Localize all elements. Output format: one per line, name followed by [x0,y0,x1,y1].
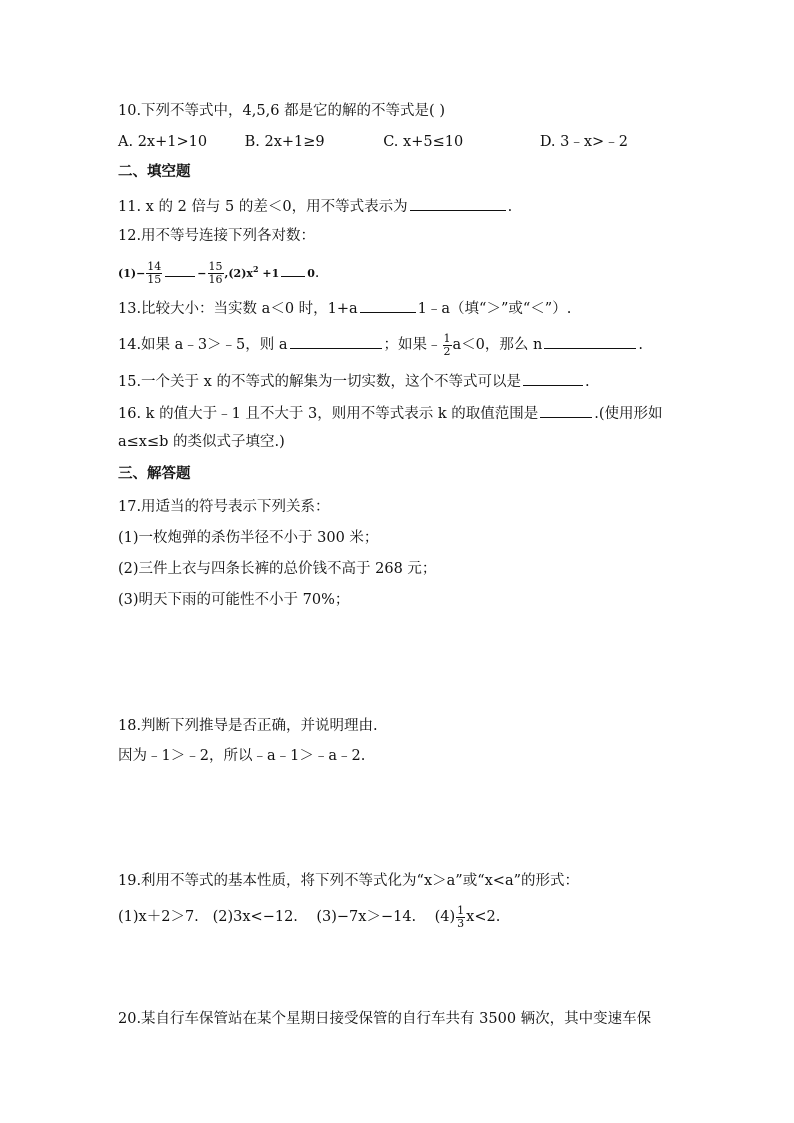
q12-blank-1 [165,264,195,277]
q10-option-d: D. 3﹣x>﹣2 [539,134,628,150]
q10-option-a: A. 2x+1>10 [118,134,208,150]
q19-part-3: (3)−7x＞−14. [316,909,417,925]
q10-option-c: C. x+5≤10 [383,134,464,150]
q19-stem: 19.利用不等式的基本性质，将下列不等式化为“x＞a”或“x<a”的形式： [118,873,580,889]
q17-item-3: (3)明天下雨的可能性不小于 70%； [118,592,350,608]
q12-part1-label: (1)− [118,267,146,280]
q11-text: 11. x 的 2 倍与 5 的差＜0，用不等式表示为 [118,199,408,215]
q15 [118,370,590,393]
q14-mid: ；如果﹣ [383,337,442,353]
q16-line2: a≤x≤b 的类似式子填空.) [118,434,285,450]
q12-fraction-1-denominator: 15 [147,273,162,286]
q14-text: 14.如果 a﹣3＞﹣5，则 a [118,337,288,353]
q17-stem: 17.用适当的符号表示下列关系： [118,499,330,515]
q12-part2-rest: +1 [258,267,280,280]
q16-answer-blank [540,402,592,418]
q19-fraction-numerator: 1 [457,903,465,917]
q12-end: . [314,265,320,281]
q12-fraction-2-denominator: 16 [208,273,223,286]
q12-fraction-1-numerator: 14 [147,260,162,273]
q10-options [118,131,628,153]
q11-answer-blank [410,195,506,211]
q14 [118,330,643,360]
q19-parts [118,901,500,933]
q15-answer-blank [523,370,583,386]
q16-text: 16. k 的值大于﹣1 且不大于 3，则用不等式表示 k 的取值范围是 [118,406,539,422]
q12-minus: − [197,267,207,280]
q12-exponent: 2 [252,264,259,274]
q12-fraction-2-numerator: 15 [208,260,223,273]
q19-fraction [456,905,465,930]
section-fill-in-title: 二、填空题 [118,164,191,180]
q14-mid2: a＜0，那么 n [452,337,543,353]
q19-part-4-rest: x<2. [466,909,501,925]
q16-rest: .(使用形如 [594,406,663,422]
q10-option-b: B. 2x+1≥9 [244,134,325,150]
q10-stem: 10.下列不等式中，4,5,6 都是它的解的不等式是( ) [118,103,445,119]
q19-fraction-denominator: 3 [457,916,465,930]
q20-stem: 20.某自行车保管站在某个星期日接受保管的自行车共有 3500 辆次，其中变速车保 [118,1011,652,1027]
q18-stem: 18.判断下列推导是否正确，并说明理由. [118,718,378,734]
q14-end: . [638,337,643,353]
q19-part-2: (2)3x<−12. [212,909,298,925]
q17-item-2: (2)三件上衣与四条长裤的总价钱不高于 268 元； [118,561,437,577]
q14-fraction-denominator: 2 [443,344,451,358]
q14-blank-1 [290,333,382,349]
q11-end: . [507,199,513,215]
q13 [118,297,571,320]
q14-fraction-numerator: 1 [443,331,451,345]
q12-expression [118,254,319,289]
q15-text: 15.一个关于 x 的不等式的解集为一切实数，这个不等式可以是 [118,374,521,390]
q17-item-1: (1)一枚炮弹的杀伤半径不小于 300 米； [118,530,379,546]
q12-part2-label: ,(2)x [224,267,253,280]
q12-fraction-2 [208,261,224,286]
q19-part-1: (1)x＋2＞7. [118,909,199,925]
q14-fraction [443,333,452,358]
q12-stem: 12.用不等号连接下列各对数： [118,228,316,244]
section-solve-title: 三、解答题 [118,466,191,482]
q11 [118,195,512,218]
q13-rest: 1﹣a（填“＞”或“＜”）. [417,301,572,317]
q18-line2: 因为﹣1＞﹣2，所以﹣a﹣1＞﹣a﹣2. [118,748,366,764]
q16 [118,402,663,425]
q12-fraction-1 [146,261,162,286]
q13-text: 13.比较大小：当实数 a＜0 时，1+a [118,301,358,317]
q15-end: . [584,374,590,390]
q14-blank-2 [544,333,636,349]
q12-zero: 0 [307,267,315,280]
q19-part-4-label: (4) [434,909,456,925]
q13-answer-blank [360,297,416,313]
q12-blank-2 [281,264,305,277]
